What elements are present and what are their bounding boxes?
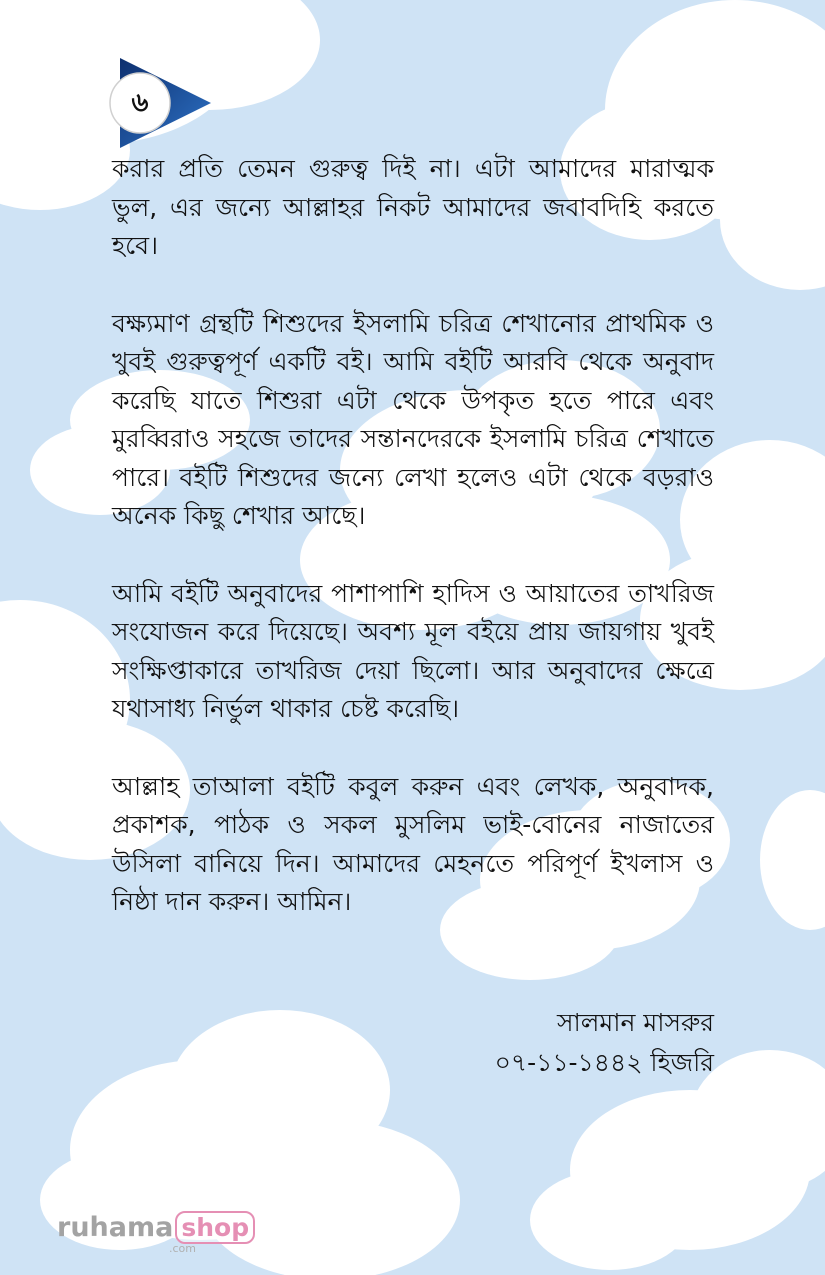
paragraph-1: করার প্রতি তেমন গুরুত্ব দিই না। এটা আমাদের মারাত্মক ভুল, এর জন্যে আল্লাহর নিকট আমাদের জবাবদিহি করতে হবে। <box>112 154 714 260</box>
page-number: ৬ <box>131 88 149 118</box>
paragraph-4: আল্লাহ তাআলা বইটি কবুল করুন এবং লেখক, অনুবাদক, প্রকাশক, পাঠক ও সকল মুসলিম ভাই-বোনের নাজাতের উসিলা বানিয়ে দিন। আমাদের মেহনতে পরিপূর্ণ ইখলাস ও নিষ্ঠা দান করুন। আমিন। <box>112 771 714 916</box>
signature-block <box>495 1003 714 1083</box>
paragraph-3: আমি বইটি অনুবাদের পাশাপাশি হাদিস ও আয়াতের তাখরিজ সংযোজন করে দিয়েছে। অবশ্য মূল বইয়ে প্রায় জায়গায় খুবই সংক্ষিপ্তাকারে তাখরিজ দেয়া ছিলো। আর অনুবাদের ক্ষেত্রে যথাসাধ্য নির্ভুল থাকার চেষ্ট করেছি। <box>112 578 714 723</box>
signature-date: ০৭-১১-১৪৪২ হিজরি <box>494 1048 714 1077</box>
ruhama-shop-logo <box>57 1212 255 1255</box>
logo-domain-text: .com <box>169 1242 196 1255</box>
paragraph-2: বক্ষ্যমাণ গ্রন্থটি শিশুদের ইসলামি চরিত্র শেখানোর প্রাথমিক ও খুবই গুরুত্বপূর্ণ একটি বই। আমি বইটি আরবি থেকে অনুবাদ করেছি যাতে শিশুরা এটা থেকে উপকৃত হতে পারে এবং মুরব্বিরাও সহজে তাদের সন্তানদেরকে ইসলামি চরিত্র শেখাতে পারে। বইটি শিশুদের জন্যে লেখা হলেও এটা থেকে বড়রাও অনেক কিছু শেখার আছে। <box>112 308 714 530</box>
translator-name: সালমান মাসরুর <box>557 1008 714 1037</box>
body-text <box>112 150 714 961</box>
logo-shop-text: shop <box>175 1211 255 1244</box>
logo-main-text: ruhama <box>57 1212 174 1243</box>
